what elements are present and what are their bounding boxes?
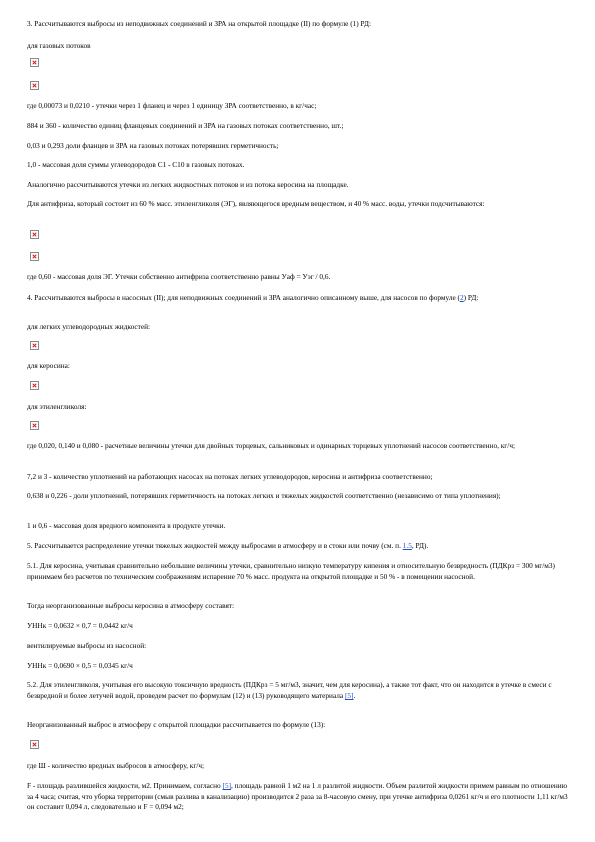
paragraph: для керосина: bbox=[27, 361, 70, 370]
paragraph: Для антифриза, который состоит из 60 % масс. этиленгликоля (ЭГ), являющегося вредным веществом, и 40 % масс. воды, утечки подсчитываются: bbox=[27, 199, 485, 208]
paragraph bbox=[27, 680, 569, 701]
paragraph: 884 и 360 - количество единиц фланцевых соединений и ЗРА на газовых потоках соответственно, шт.; bbox=[27, 121, 344, 130]
paragraph: Аналогично рассчитываются утечки из легких жидкостных потоков и из потока керосина на площадке. bbox=[27, 180, 349, 189]
paragraph: 1,0 - массовая доля суммы углеводородов С1 - С10 в газовых потоках. bbox=[27, 160, 245, 169]
broken-image-icon bbox=[30, 740, 39, 749]
broken-image-icon bbox=[30, 341, 39, 350]
broken-image-icon bbox=[30, 81, 39, 90]
broken-image-icon bbox=[30, 381, 39, 390]
broken-image-icon bbox=[30, 58, 39, 67]
paragraph-text: , площадь равной 1 м2 на 1 л разлитой жидкости. Объем разлитой жидкости примем равным по отношению за 4 часа; считая, что уборка территории (смыв разлива в канализацию) производится 2 раза за 8-часовую смену, при утечке антифриза 0,0261 кг/ч и его плотности 1,11 кг/м3 он составит 0,094 л, следовательно и F = 0,094 м2; bbox=[27, 781, 568, 811]
reference-link[interactable]: [5] bbox=[222, 781, 232, 790]
paragraph: где 0,00073 и 0,0210 - утечки через 1 фланец и через 1 единицу ЗРА соответственно, в кг/час; bbox=[27, 101, 317, 110]
paragraph: 0,638 и 0,226 - доли уплотнений, потерявших герметичность на потоках легких и тяжелых жидкостей соответственно (независимо от типа уплотнения); bbox=[27, 491, 501, 500]
paragraph-text: 4. Рассчитываются выбросы в насосных (II); для неподвижных соединений и ЗРА аналогично описанному выше, для насосов по формуле ( bbox=[27, 293, 460, 302]
paragraph: УННк = 0,0690 × 0,5 = 0,0345 кг/ч bbox=[27, 661, 133, 670]
paragraph: 5.1. Для керосина, учитывая сравнительно небольшие величины утечки, сравнительно низкую температуру кипения и относительную безвредность (ПДКрз = 300 мг/м3) принимаем без расчетов по техническим соображениям испарение 70 % масс. продукта на открытой площадке и 50 % - в помещении насосной. bbox=[27, 561, 555, 581]
paragraph: 0,03 и 0,293 доли фланцев и ЗРА на газовых потоках потерявших герметичность; bbox=[27, 141, 279, 150]
paragraph: Неорганизованный выброс в атмосферу с открытой площадки рассчитывается по формуле (13): bbox=[27, 720, 326, 729]
paragraph-text: ) РД: bbox=[463, 293, 479, 302]
broken-image-icon bbox=[30, 230, 39, 239]
paragraph: для этиленгликоля: bbox=[27, 402, 87, 411]
broken-image-icon bbox=[30, 252, 39, 261]
paragraph-text: 5.2. Для этиленгликоля, учитывая его высокую токсичную вредность (ПДКрз = 5 мг/м3, значит, чем для керосина), а также тот факт, что он находится в утечке в смеси с безвредной и более летучей водой, проведем расчет по формулам (12) и (13) руководящего материала bbox=[27, 680, 552, 700]
paragraph: 3. Рассчитываются выбросы из неподвижных соединений и ЗРА на открытой площадке (II) по формуле (1) РД: bbox=[27, 19, 372, 28]
formula-link[interactable]: 2 bbox=[459, 293, 464, 302]
paragraph-text: , РД). bbox=[411, 541, 429, 550]
paragraph bbox=[27, 293, 569, 304]
paragraph: где Ш - количество вредных выбросов в атмосферу, кг/ч; bbox=[27, 761, 205, 770]
paragraph-text: F - площадь разлившейся жидкости, м2. Принимаем, согласно bbox=[27, 781, 223, 790]
section-link[interactable]: 1.5 bbox=[402, 541, 412, 550]
paragraph-text: 5. Рассчитывается распределение утечки тяжелых жидкостей между выбросами в атмосферу и в стоки или почву (см. п. bbox=[27, 541, 403, 550]
paragraph: где 0,60 - массовая доля ЭГ. Утечки собственно антифриза соответственно равны Уаф = Уэг / 0,6. bbox=[27, 272, 331, 281]
paragraph: для газовых потоков bbox=[27, 41, 91, 50]
paragraph: вентилируемые выбросы из насосной: bbox=[27, 641, 147, 650]
paragraph: 7,2 и 3 - количество уплотнений на работающих насосах на потоках легких углеводородов, керосина и антифриза соответственно; bbox=[27, 472, 433, 481]
broken-image-icon bbox=[30, 421, 39, 430]
paragraph bbox=[27, 781, 569, 813]
paragraph: УННк = 0,0632 × 0,7 = 0,0442 кг/ч bbox=[27, 621, 133, 630]
paragraph-text: . bbox=[353, 690, 356, 700]
reference-link[interactable]: [5] bbox=[344, 690, 354, 700]
paragraph bbox=[27, 541, 569, 552]
paragraph: 1 и 0,6 - массовая доля вредного компонента в продукте утечки. bbox=[27, 521, 226, 530]
paragraph: Тогда неорганизованные выбросы керосина в атмосферу составят: bbox=[27, 601, 235, 610]
paragraph: где 0,020, 0,140 и 0,080 - расчетные величины утечки для двойных торцевых, сальниковых и одинарных торцевых уплотнений насосов соответственно, кг/ч; bbox=[27, 441, 516, 450]
paragraph: для легких углеводородных жидкостей: bbox=[27, 322, 151, 331]
